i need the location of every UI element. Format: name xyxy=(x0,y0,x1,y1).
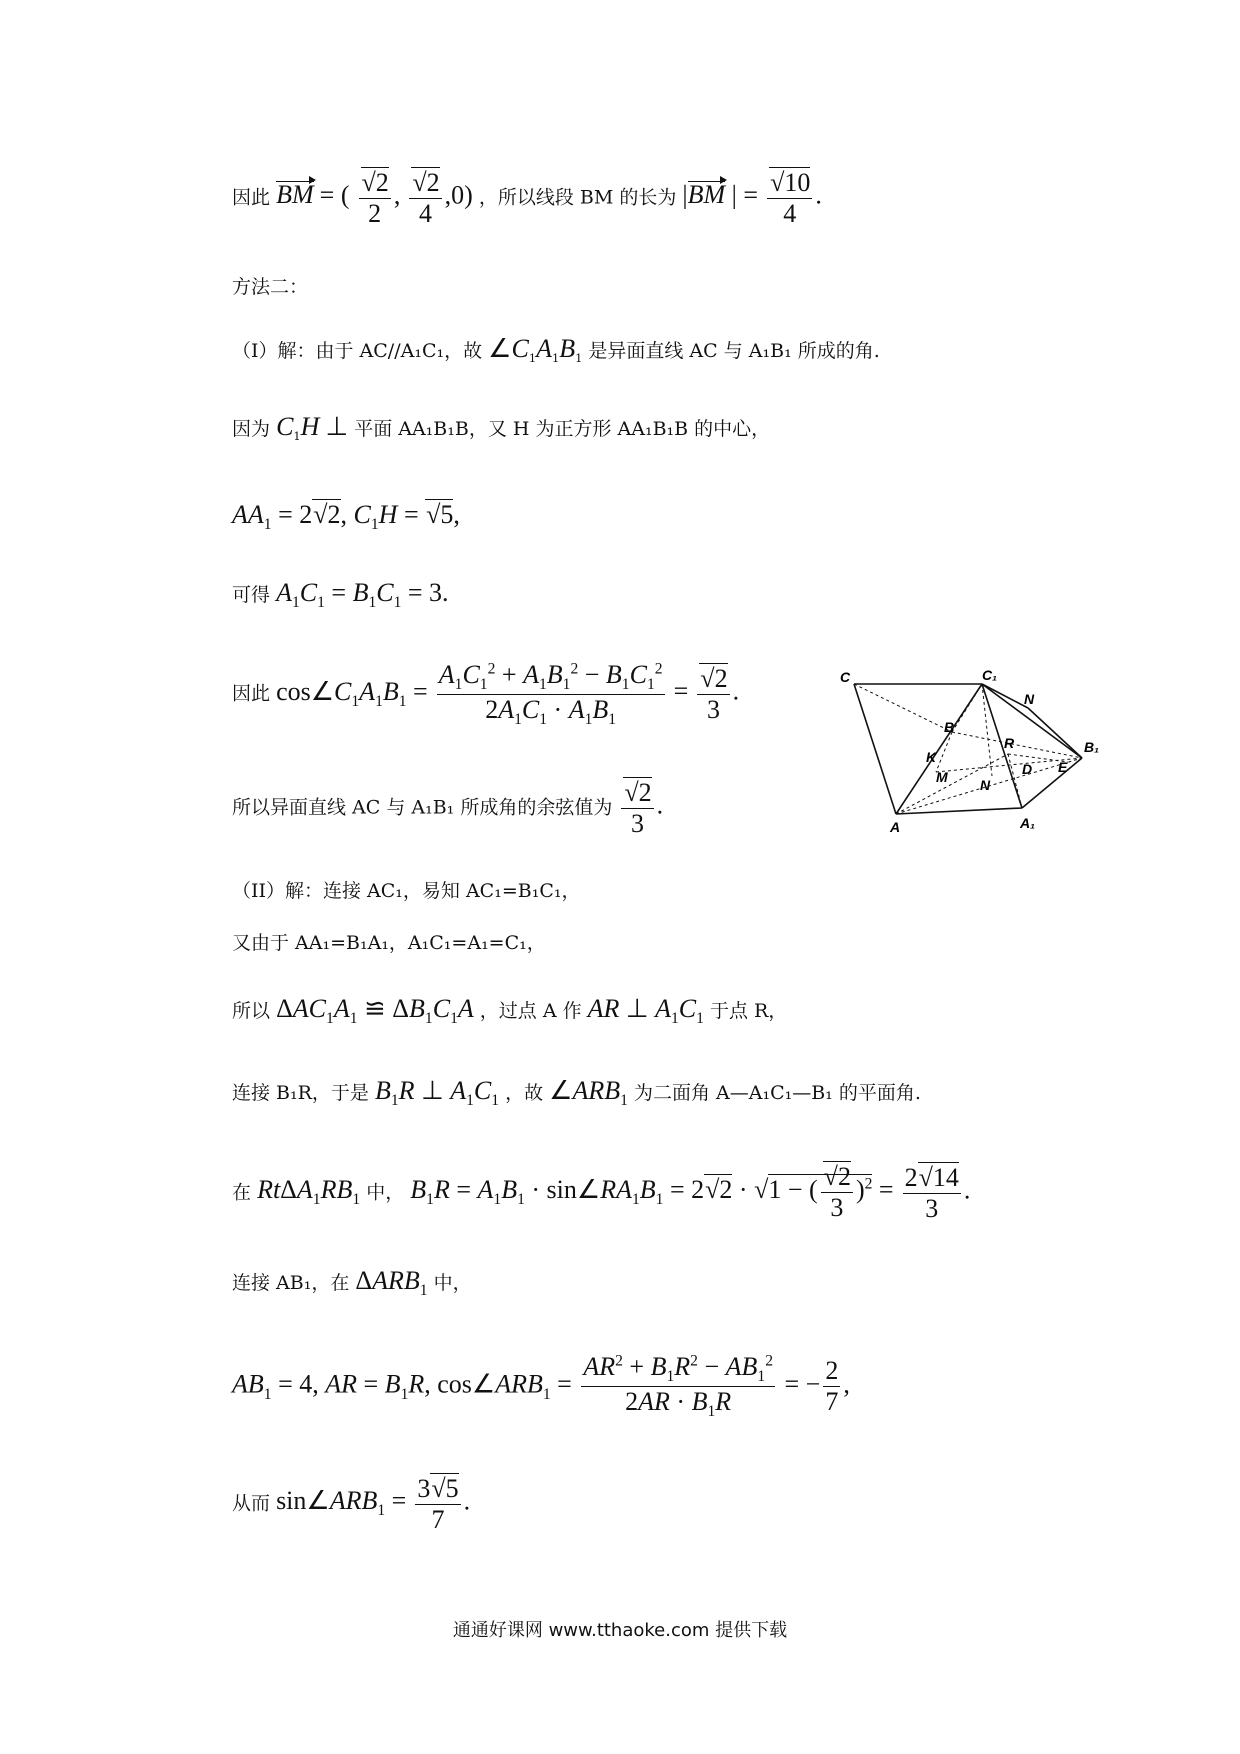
text: ，过点 A 作 xyxy=(479,1000,582,1022)
text: 因为 xyxy=(232,418,271,440)
label-r: R xyxy=(1004,735,1015,751)
text: ，故 xyxy=(505,1082,544,1104)
text: ，所以线段 BM 的长为 xyxy=(478,186,677,209)
vector-bm: BM xyxy=(687,180,726,210)
label-k: K xyxy=(926,749,937,765)
line-part-two: （II）解：连接 AC₁，易知 AC₁=B₁C₁， xyxy=(232,880,581,902)
method-two-heading: 方法二： xyxy=(232,276,309,298)
line-cos-formula: 因此 $\cos\angle C_1A_1B_1$ = $\frac{A_1C_1^2 + A_1B_1^2 - B_1C_1^2}{2A_1C_1 \cdot A_1B_1}$ = $\frac{√2}{3}$ . xyxy=(232,660,740,729)
label-a: A xyxy=(890,819,901,835)
label-n-top: N xyxy=(1024,691,1035,707)
text: 所以异面直线 AC 与 A₁B₁ 所成角的余弦值为 xyxy=(232,796,613,819)
text: 因此 xyxy=(232,186,271,209)
line-cos-arb1: $AB_1 = 4$, AR = $B_1R$, $\cos\angle ARB_1$ = $\frac{AR^2 + B_1R^2 - AB_1^2}{2AR \cdot B_1R}$ = − $\frac{2}{7}$ , xyxy=(232,1352,850,1421)
line-bm-vector: 因此 BM = ( $\frac{√2}{2}$ , $\frac{√2}{4}$ ,0) ，所以线段 BM 的长为 |BM | = $\frac{√10}{4}$ . xyxy=(232,168,822,228)
text: 所以 xyxy=(232,1000,271,1022)
line-b1r-length: 在 $Rt\Delta A_1RB_1$ 中， $B_1R = A_1B_1$ · $\sin\angle RA_1B_1 = 2√2 \cdot √1$ − ( $\frac{√2}{3}$ )$^2$ = $\frac{2√14}{3}$ . xyxy=(232,1162,971,1223)
line-aa1-c1h: $AA_1 = 2√2$, $C_1H = √5$, xyxy=(232,500,460,534)
text: 连接 AB₁，在 xyxy=(232,1272,350,1294)
fraction: $\frac{A_1C_1^2 + A_1B_1^2 - B_1C_1^2}{2A_1C_1 \cdot A_1B_1}$ xyxy=(438,660,663,729)
fraction: $\frac{√10}{4}$ xyxy=(767,168,812,229)
fraction: $\frac{√2}{4}$ xyxy=(409,168,441,229)
fraction: $\frac{AR^2 + B_1R^2 - AB_1^2}{2AR \cdot B_1R}$ xyxy=(583,1352,773,1421)
text: 连接 B₁R，于是 xyxy=(232,1082,369,1104)
label-e: E xyxy=(1058,759,1068,775)
fraction: $\frac{√2}{3}$ xyxy=(621,778,653,839)
label-c: C xyxy=(840,669,851,685)
math: = ( xyxy=(319,180,350,210)
line-equal-sides: 又由于 AA₁=B₁A₁，A₁C₁=A₁=C₁， xyxy=(232,932,546,954)
fraction: $\frac{2√14}{3}$ xyxy=(904,1162,959,1223)
line-cosine-result: 所以异面直线 AC 与 A₁B₁ 所成角的余弦值为 $\frac{√2}{3}$ . xyxy=(232,778,664,838)
line-a1c1-b1c1: 可得 $A_1C_1 = B_1C_1 = 3$. xyxy=(232,578,449,612)
label-b: B xyxy=(944,719,955,735)
line-sin-arb1: 从而 $\sin\angle ARB_1$ = $\frac{3√5}{7}$ . xyxy=(232,1474,471,1534)
fraction: $\frac{√2}{2}$ xyxy=(359,168,391,229)
label-a1: A₁ xyxy=(1020,815,1036,831)
label-b1: B₁ xyxy=(1084,739,1100,755)
fraction: $\frac{√2}{3}$ xyxy=(697,664,729,725)
label-n: N xyxy=(980,777,991,793)
text: 平面 AA₁B₁B，又 H 为正方形 AA₁B₁B 的中心， xyxy=(354,418,771,440)
label-d: D xyxy=(1022,761,1033,777)
fraction: $\frac{2}{7}$ xyxy=(825,1356,839,1417)
text: 为二面角 A—A₁C₁—B₁ 的平面角. xyxy=(633,1082,921,1104)
line-congruent: 所以 $\Delta AC_1A_1$ ≌ $\Delta B_1C_1A$ ，过点 A 作 AR ⊥ $A_1C_1$ 于点 R， xyxy=(232,994,788,1028)
text: 于点 R， xyxy=(709,1000,788,1022)
text: 从而 xyxy=(232,1492,271,1515)
text: 是异面直线 AC 与 A₁B₁ 所成的角. xyxy=(588,340,880,362)
label-c1: C₁ xyxy=(982,667,998,683)
text: 中， xyxy=(366,1181,405,1204)
geometry-figure xyxy=(832,664,1100,848)
footer-source: 通通好课网 www.tthaoke.com 提供下载 xyxy=(452,1620,788,1641)
line-dihedral-angle: 连接 B₁R，于是 $B_1R$ ⊥ $A_1C_1$ ，故 $\angle ARB_1$ 为二面角 A—A₁C₁—B₁ 的平面角. xyxy=(232,1076,921,1110)
fraction: $\frac{3√5}{7}$ xyxy=(417,1474,459,1534)
text: 可得 xyxy=(232,584,271,606)
text: 在 xyxy=(232,1181,252,1204)
line-connect-ab1: 连接 AB₁，在 $\Delta ARB_1$ 中， xyxy=(232,1266,472,1300)
label-m: M xyxy=(936,769,948,785)
line-part-one: （I）解：由于 AC//A₁C₁，故 $\angle C_1A_1B_1$ 是异面直线 AC 与 A₁B₁ 所成的角. xyxy=(232,334,880,365)
text: （I）解：由于 AC//A₁C₁，故 xyxy=(232,340,483,362)
text: 中， xyxy=(433,1272,472,1294)
text: 因此 xyxy=(232,682,271,705)
line-c1h-perpendicular: 因为 $C_1H$ ⊥ 平面 AA₁B₁B，又 H 为正方形 AA₁B₁B 的中心， xyxy=(232,412,771,443)
vector-bm: BM xyxy=(276,180,314,210)
